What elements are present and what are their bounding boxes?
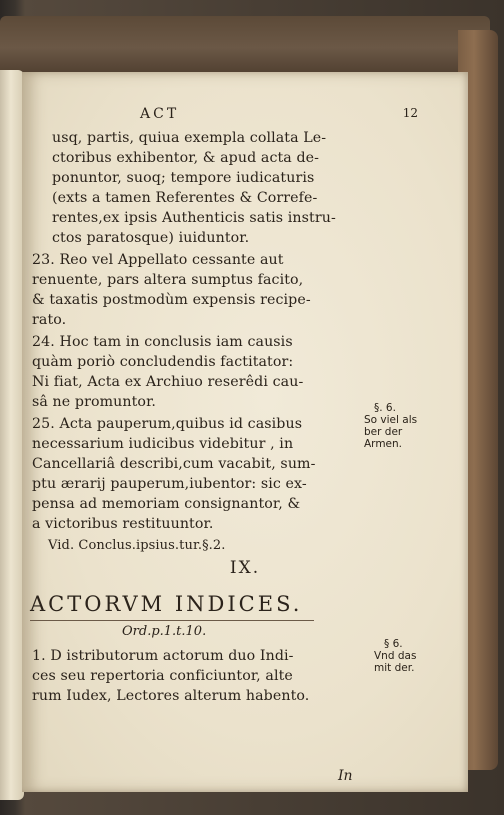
text-line: 1. D istributorum actorum duo Indi- <box>32 648 294 664</box>
section-subtitle: Ord.p.1.t.10. <box>122 624 207 639</box>
margin-note-line: Vnd das <box>374 650 417 662</box>
catchword: In <box>338 768 353 784</box>
text-line: Cancellariâ describi,cum vacabit, sum- <box>32 456 316 472</box>
text-line: ctoribus exhibentor, & apud acta de- <box>52 150 320 166</box>
text-line: 23. Reo vel Appellato cessante aut <box>32 252 284 268</box>
section-rule <box>30 620 314 621</box>
text-line: rum Iudex, Lectores alterum habento. <box>32 688 310 704</box>
text-line: a victoribus restituuntor. <box>32 516 214 532</box>
text-line: ponuntor, suoq; tempore iudicaturis <box>52 170 315 186</box>
margin-note-line: mit der. <box>374 662 415 674</box>
text-line: quàm poriò concludendis factitator: <box>32 354 294 370</box>
text-line: rato. <box>32 312 67 328</box>
text-line: necessarium iudicibus videbitur , in <box>32 436 294 452</box>
margin-note-line: So viel als <box>364 414 418 426</box>
text-line: ctos paratosque) iuiduntor. <box>52 230 250 246</box>
text-line: sâ ne promuntor. <box>32 394 157 410</box>
text-line: rentes,ex ipsis Authenticis satis instru- <box>52 210 336 226</box>
margin-note <box>374 638 416 674</box>
text-line: (exts a tamen Referentes & Correfe- <box>52 190 318 206</box>
section-title: ACTORVM INDICES. <box>30 592 303 616</box>
text-line: pensa ad memoriam consignantor, & <box>32 496 301 512</box>
margin-note-line: ber der <box>364 426 403 438</box>
book-cover-top <box>0 16 490 80</box>
text-line: renuente, pars altera sumptus facito, <box>32 272 304 288</box>
section-number: IX. <box>229 558 261 578</box>
left-page-stack <box>0 70 24 800</box>
text-line: usq, partis, quiua exempla collata Le- <box>52 130 327 146</box>
text-line: 24. Hoc tam in conclusis iam causis <box>32 334 293 350</box>
running-header: ACT <box>140 106 180 122</box>
text-line: ces seu repertoria conficiuntor, alte <box>32 668 293 684</box>
margin-note-line: Armen. <box>364 438 402 450</box>
margin-note-line: § 6. <box>384 638 403 650</box>
margin-note <box>364 402 417 450</box>
cross-reference: Vid. Conclus.ipsius.tur.§.2. <box>48 538 226 553</box>
page-number: 12 <box>402 106 418 120</box>
margin-note-line: §. 6. <box>374 402 396 414</box>
text-line: Ni fiat, Acta ex Archiuo reserêdi cau- <box>32 374 304 390</box>
book-page <box>22 72 468 792</box>
text-line: ptu ærarij pauperum,iubentor: sic ex- <box>32 476 307 492</box>
text-line: & taxatis postmodùm expensis recipe- <box>32 292 311 308</box>
text-line: 25. Acta pauperum,quibus id casibus <box>32 416 303 432</box>
